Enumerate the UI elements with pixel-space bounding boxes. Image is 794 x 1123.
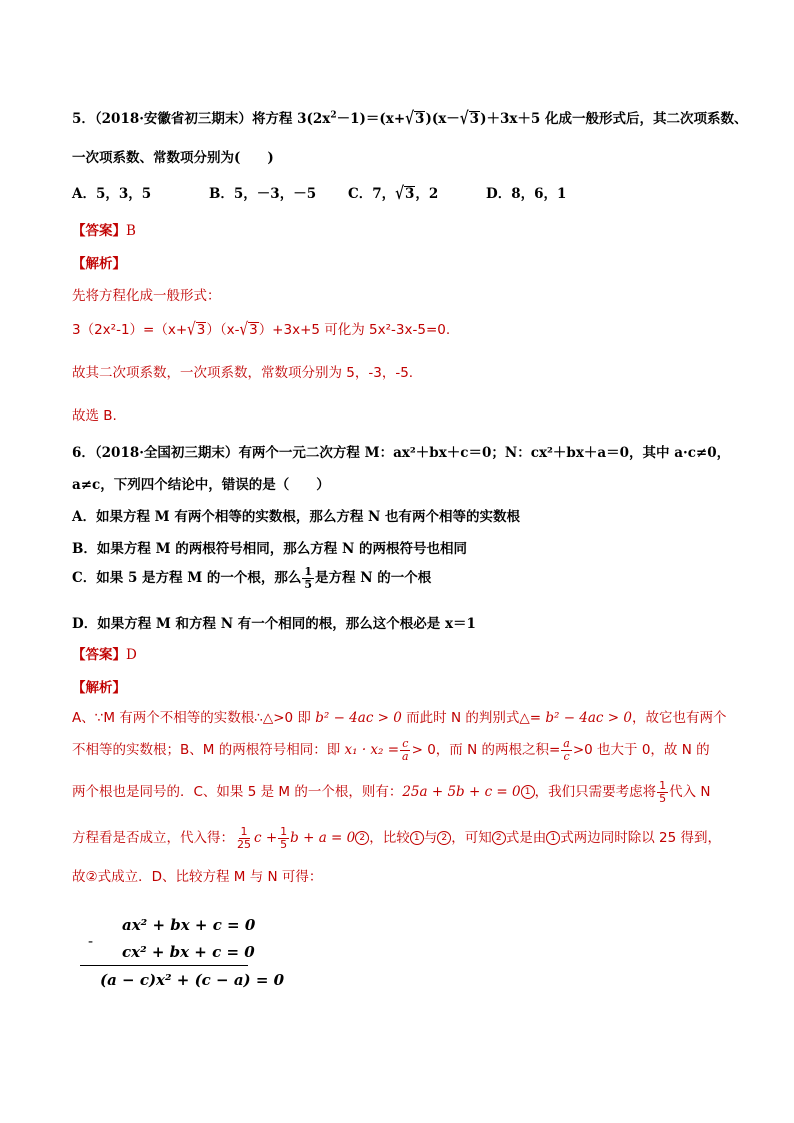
equation-m: ax² + bx + c = 0 <box>122 916 256 934</box>
q6-option-c: C．如果 5 是方程 M 的一个根，那么 $\frac{1}{5}$ 是方程 N 的一个根 <box>72 565 432 591</box>
q6-analysis-label: 【解析】 <box>72 680 126 696</box>
q5-source: （2018·安徽省初三期末） <box>94 111 252 127</box>
q6-answer: 【答案】D <box>72 647 137 663</box>
q6-source: （2018·全国初三期末） <box>94 445 239 461</box>
q6-number: 6． <box>72 445 95 461</box>
q5-explanation-4: 故选 B. <box>72 408 117 424</box>
minus-sign: - <box>88 932 94 950</box>
q5-number: 5． <box>72 111 95 127</box>
q5-analysis-label: 【解析】 <box>72 256 126 272</box>
q6-explanation-line2: 不相等的实数根；B、M 的两根符号相同：即 x₁ · x₂ = $\frac{c}{a}$ > 0，而 N 的两根之积= $\frac{a}{c}$ >0 也大于 0，故 N 的 <box>72 737 710 763</box>
q5-explanation-1: 先将方程化成一般形式： <box>72 288 221 304</box>
q5-stem-line2: 一次项系数、常数项分别为( ) <box>72 150 274 166</box>
q6-option-d: D．如果方程 M 和方程 N 有一个相同的根，那么这个根必是 x＝1 <box>72 616 476 632</box>
q6-explanation-line1: A、∵M 有两个不相等的实数根∴△>0 即 b² − 4ac > 0 而此时 N 的判别式△= b² − 4ac > 0，故它也有两个 <box>72 710 727 726</box>
q6-explanation-line3: 两个根也是同号的．C、如果 5 是 M 的一个根，则有：25a + 5b + c = 0 1 ，我们只需要考虑将 $\frac{1}{5}$ 代入 N <box>72 779 711 805</box>
q6-option-b: B．如果方程 M 的两根符号相同，那么方程 N 的两根符号也相同 <box>72 541 467 557</box>
q6-stem-line1: 6．（2018·全国初三期末）有两个一元二次方程 M：ax²＋bx＋c＝0；N：cx²＋bx＋a＝0，其中 a·c≠0， <box>72 445 731 461</box>
q6-option-a: A．如果方程 M 有两个相等的实数根，那么方程 N 也有两个相等的实数根 <box>72 509 521 525</box>
q5-option-b: B．5，－3，－5 <box>209 186 317 202</box>
q6-stem-line2: a≠c，下列四个结论中，错误的是（ ） <box>72 477 330 493</box>
q5-option-a: A．5，3，5 <box>72 186 152 202</box>
subtraction-line <box>80 965 248 966</box>
q5-explanation-3: 故其二次项系数，一次项系数，常数项分别为 5，-3，-5. <box>72 365 414 381</box>
q6-explanation-line5: 故②式成立．D、比较方程 M 与 N 可得： <box>72 869 323 885</box>
q6-explanation-line4: 方程看是否成立，代入得： $\frac{1}{25}$ c + $\frac{1}{5}$ b + a = 0 2 ，比较 1 与 2 ，可知 2 式是由 1 式两边同时除以 25 得到， <box>72 825 722 851</box>
equation-n: cx² + bx + c = 0 <box>122 943 255 961</box>
q5-option-c: C．7，√3，2 <box>348 183 439 205</box>
q5-explanation-2: 3（2x²-1）=（x+√3）（x-√3）+3x+5 可化为 5x²-3x-5=0. <box>72 319 451 341</box>
q5-stem-line1: 5．（2018·安徽省初三期末）将方程 $3(2x^2-1)=(x+√3)(x-√3)+3x+5$ 化成一般形式后，其二次项系数、 <box>72 108 748 130</box>
equation-difference: (a − c)x² + (c − a) = 0 <box>100 971 285 989</box>
q5-answer: 【答案】B <box>72 223 136 239</box>
circled-one: 1 <box>521 785 535 799</box>
q5-option-d: D．8，6，1 <box>486 186 567 202</box>
